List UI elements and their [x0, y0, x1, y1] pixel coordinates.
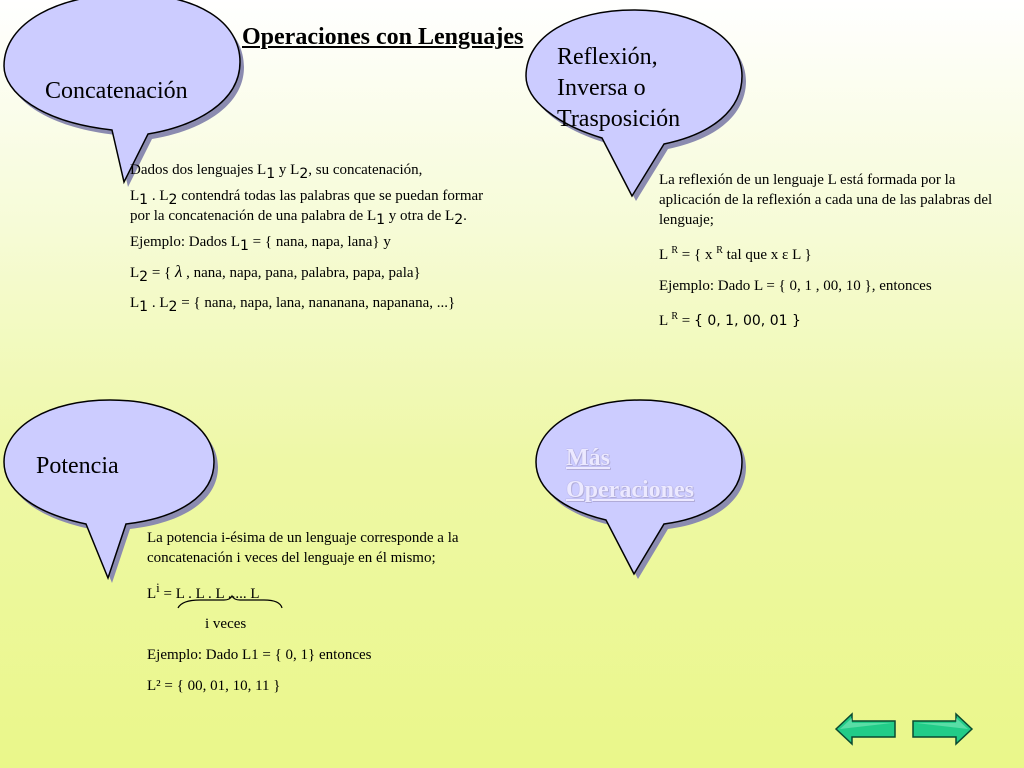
reflexion-line-1: Reflexión, [557, 44, 658, 70]
concatenacion-label: Concatenación [45, 78, 188, 104]
concat-result: L1 . L2 = { nana, napa, lana, nananana, napanana, ...} [130, 295, 456, 315]
potencia-example: Ejemplo: Dado L1 = { 0, 1} entonces [147, 647, 372, 663]
concat-example: Ejemplo: Dados L1 = { nana, napa, lana} y [130, 234, 391, 254]
lambda-symbol: λ [175, 262, 183, 281]
mas-operaciones-line-2[interactable]: Operaciones [566, 477, 694, 503]
potencia-text [147, 528, 517, 696]
reflexion-line-2: Inversa o [557, 75, 646, 101]
arrow-right-icon[interactable] [910, 712, 974, 746]
concat-example-l2: L2 = { λ , nana, napa, pana, palabra, papa, pala} [130, 262, 421, 285]
concat-explanation: L1 . L2 contendrá todas las palabras que se puedan formar por la concatenación de una palabra de L1 y otra de L2. [130, 188, 484, 228]
potencia-result: L² = { 00, 01, 10, 11 } [147, 678, 281, 694]
reflexion-definition: La reflexión de un lenguaje L está formada por la aplicación de la reflexión a cada una de las palabras del lenguaje; [659, 172, 993, 228]
veces-label: i veces [205, 616, 247, 632]
potencia-formula: $L^i = L$ . L . L ..... L [147, 580, 260, 602]
reflexion-formula: L $^R$ = { x $^R$ tal que x ε L } [659, 245, 812, 263]
mas-operaciones-line-1[interactable]: Más [566, 445, 610, 471]
concat-definition-line: Dados dos lenguajes L1 y L2, su concatenación, [130, 162, 423, 182]
arrow-left-icon[interactable] [834, 712, 898, 746]
reflexion-line-3: Trasposición [557, 106, 681, 132]
page-title: Operaciones con Lenguajes [242, 24, 524, 50]
reflexion-label [557, 42, 680, 135]
potencia-label: Potencia [36, 453, 119, 479]
mas-operaciones-link[interactable] [566, 442, 694, 506]
potencia-definition: La potencia i-ésima de un lenguaje corresponde a la concatenación i veces del lenguaje en él mismo; [147, 530, 459, 566]
reflexion-text [659, 170, 1004, 331]
concatenacion-text [130, 160, 490, 313]
reflexion-result: L $^R$ = { 0, 1, 00, 01 } [659, 311, 801, 329]
reflexion-example: Ejemplo: Dado L = { 0, 1 , 00, 10 }, entonces [659, 278, 932, 294]
